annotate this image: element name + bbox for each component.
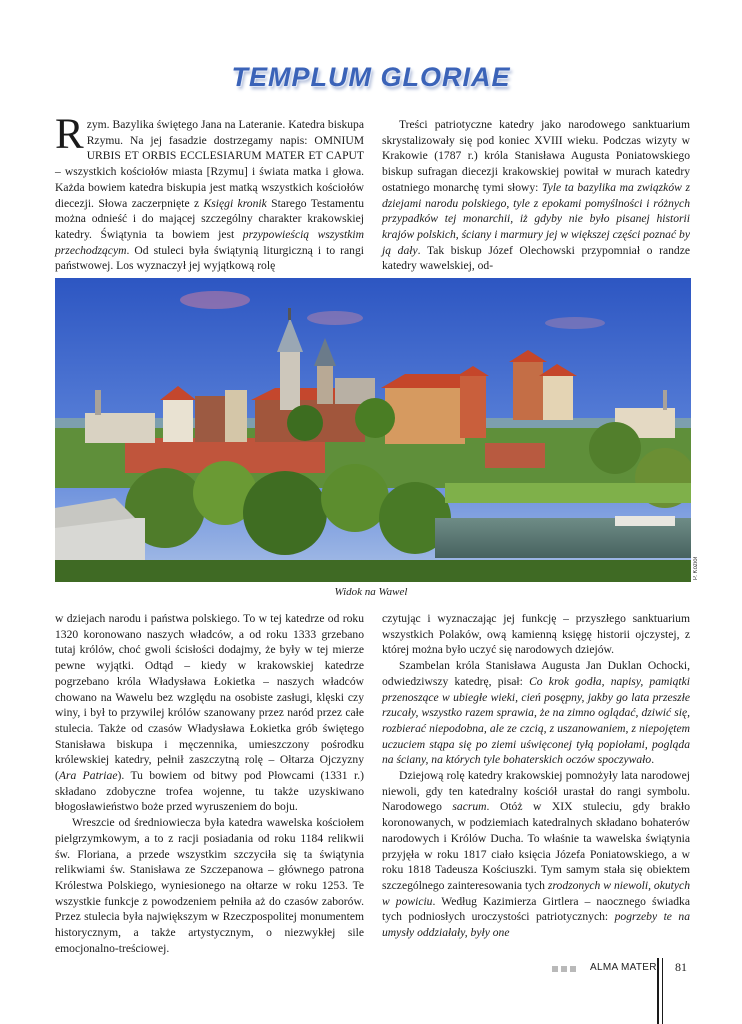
text-run: Szambelan króla Stanisława Augusta Jan Duklan Ochocki, odwiedziwszy katedrę, pisał: [382,659,690,688]
footer-rule [657,958,659,1024]
italic-quote: zrodzonych w niewoli, okutych w powiciu [382,878,690,908]
wawel-photo [55,278,691,582]
paragraph: czytując i wyznaczając jej funkcję – przyszłego sanktuarium wszystkich Polaków, ową kamienną księgę historii ojczystej, z której można było uczyć się narodowych dziejów. [382,612,690,657]
italic-quote: Tyle ta bazylika ma związków z dziejami narodu polskiego, tyle z epokami pomyślności i różnych przypadków tej monarchii, iż gdyby nie było pisanej historii krajów polskich, ściany i marmury jej w większej części poznać by ją dały [382,180,690,257]
paragraph [55,611,364,815]
paragraph [55,111,365,274]
drop-cap: R [55,111,84,158]
article-title: TEMPLUM GLORIAE [231,62,511,92]
italic-term: sacrum [452,800,487,814]
journal-name: ALMA MATER [590,962,657,973]
paragraph: Wreszcie od średniowiecza była katedra wawelska kościołem pielgrzymkowym, a to z racji posiadania od roku 1184 relikwii św. Floriana, a przede wszystkim szczyciła się ta świątynia relikwiami św. Stanisława ze Szczepanowa – głównego patrona Królestwa Polskiego, wyniesionego na ołtarze w roku 1253. Te wszystkie funkcje z powodzeniem pełniła aż do czasów zaborów. Przez stulecia była największym w Rzeczpospolitej monumentem historycznym, a także artystycznym, o niezwykłej sile emocjonalno-treściowej. [55,816,364,955]
text-run: . Od stuleci była świątynią liturgiczną i to rangi państwowej. Los wyznaczył jej wyjątkową rolę [55,243,364,273]
text-column-1 [55,111,365,274]
text-run: Starego Testamentu można odnieść i do mającej szczególny charakter krakowskiej katedry. Świątynia ta bowiem jest [55,196,364,241]
text-run: . Tak biskup Józef Olechowski przypomniał o randze katedry wawelskiej, od- [382,243,690,273]
photo-credit: P. Kozioł [693,557,699,580]
text-run: Dziejową rolę katedry krakowskiej pomnożyły lata narodowej niewoli, gdy ten katedralny kościół urastał do rangi symbolu. Narodowego [382,769,690,814]
text-run: . [651,753,655,767]
text-column-4 [382,611,690,941]
italic-quote: pogrzeby te na umysły oddziałały, były one [382,910,691,940]
page-number: 81 [675,960,687,974]
wawel-castle-illustration [55,278,691,582]
text-run: Treści patriotyczne katedry jako narodowego sanktuarium skrystalizowały się pod koniec XVIII wieku. Podczas wizyty w Krakowie (1787 r.) króla Stanisława Augusta Poniatowskiego biskup sufragan diecezji krakowskiej powitał w murach katedry ostatniego monarchę tymi słowy: [382,118,690,194]
paragraph [382,658,690,768]
italic-title: Księgi kronik [203,196,267,210]
text-run: w dziejach narodu i państwa polskiego. To w tej katedrze od roku 1320 koronowano naszych władców, a od roku 1333 grzebano tutaj królów, choć gwoli ścisłości dodajmy, że były w tej mierze pewne wyjątki. Odtąd – kiedy w krakowskiej katedrze pogrzebano króla Władysława Łokietka – naszych władców chowano na Wawelu bez względu na osobiste zasługi, klęski czy winy, i był to przywilej królów szanowany przez naród przez całe stulecia. Także od czasów Władysława Łokietka grób świętego Stanisława biskupa i męczennika, umieszczony pośrodku królewskiej katedry, pełnił zaszczytną rolę – Ołtarza Ojczyzny ( [55,612,364,783]
photo-caption: Widok na Wawel [334,586,408,598]
paragraph [382,768,690,941]
paragraph [382,117,690,274]
text-column-2 [382,117,690,274]
italic-term: Ara Patriae [58,769,118,783]
text-run: zym. Bazylika świętego Jana na Lateranie. Katedra biskupa Rzymu. Na jej fasadzie dostrzegamy napis: OMNIUM URBIS ET ORBIS ECCLESIARUM MATER ET CAPUT – wszystkich kościołów miasta [Rzymu] i świata matka i głowa. Każda bowiem katedra biskupia jest matką wszystkich kościołów diecezji. Słowa zaczerpnięte z [55,118,364,210]
footer-ornament [552,966,576,974]
footer-rule-thin [662,958,663,1024]
text-run: . Otóż w XIX stuleciu, gdy brakło koronowanych, w podziemiach katedralnych składano bohaterów narodowych i Królów Ducha. To właśnie ta wawelska świątynia przyjęła w roku 1817 ciało księcia Józefa Poniatowskiego, a w roku 1818 Tadeusza Kościuszki. Tym samym stała się obiektem szczególnego zainteresowania tych [382,800,691,892]
text-run: ). Tu bowiem od bitwy pod Płowcami (1331 r.) składano zdobyczne trofea wojenne, tu także uzyskiwano błogosławieństwo boże przed wyruszeniem do boju. [55,769,364,814]
italic-quote: przypowieścią wszystkim przechodzącym [55,227,365,257]
text-run: . Według Kazimierza Girtlera – naocznego świadka tych podniosłych uroczystości patriotycznych: [382,894,690,924]
text-column-3 [55,611,364,956]
italic-quote: Co krok godła, napisy, pamiątki przenoszące w ubiegłe wieki, cień posępny, jakby go lata przeszłe rzucały, wszystko razem sprawia, że na zimno oglądać, dziwić się, rozbierać niepodobna, ale ze czcią, z uszanowaniem, z niepojętem uczuciem stąpa się po ziemi uświęconej tyłą popiołami, pogląda na ściany, na których tyle bohaterskich oczów spoczywało [382,674,691,767]
